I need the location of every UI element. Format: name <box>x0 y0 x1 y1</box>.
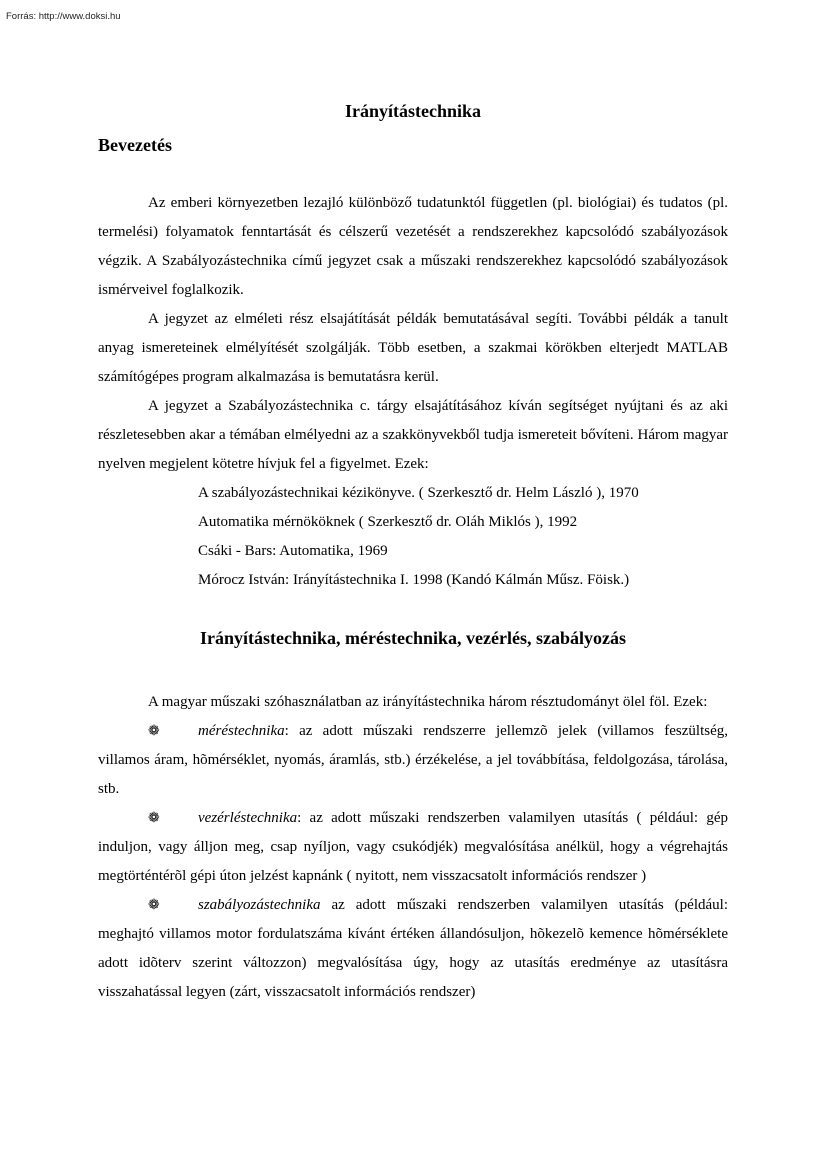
flower-bullet-icon: ❁ <box>148 724 160 739</box>
bullet-item-merestechnika <box>98 717 728 804</box>
reference-1: A szabályozástechnikai kézikönyve. ( Szerkesztő dr. Helm László ), 1970 <box>198 485 639 501</box>
intro-heading: Bevezetés <box>98 135 172 155</box>
section-body <box>98 688 728 1007</box>
bullet-text: az adott műszaki rendszerben valamilyen utasítás (például: meghajtó villamos motor fordulatszáma kívánt értéken állandósuljon, hõkezelõ kemence hõmérséklete adott idõterv szerint változzon) megvalósítása úgy, hogy az utasítás eredménye az utasításra visszahatással legyen (zárt, visszacsatolt információs rendszer) <box>98 897 728 1000</box>
bullet-term: vezérléstechnika <box>198 810 298 826</box>
source-watermark: Forrás: http://www.doksi.hu <box>6 11 121 22</box>
intro-body <box>98 189 728 595</box>
bullet-term: méréstechnika <box>198 723 285 739</box>
intro-paragraph-3: A jegyzet a Szabályozástechnika c. tárgy elsajátításához kíván segítséget nyújtani és az aki részletesebben akar a témában elmélyedni az a szakkönyvekből tudja ismereteit bővíteni. Három magyar nyelven megjelent kötetre hívjuk fel a figyelmet. Ezek: <box>98 398 728 472</box>
bullet-text: : az adott műszaki rendszerre jellemzõ jelek (villamos feszültség, villamos áram, hõmérséklet, nyomás, áramlás, stb.) érzékelése, a jel továbbítása, feldolgozása, tárolása, stb. <box>98 723 728 797</box>
bullet-text: : az adott műszaki rendszerben valamilyen utasítás ( például: gép induljon, vagy álljon meg, csap nyíljon, vagy csukódjék) megvalósítása anélkül, hogy a végrehajtás megtörténtérõl gépi úton jelzést kapnánk ( nyitott, nem visszacsatolt információs rendszer ) <box>98 810 728 884</box>
reference-4: Mórocz István: Irányítástechnika I. 1998 (Kandó Kálmán Műsz. Föisk.) <box>198 572 630 588</box>
document-title: Irányítástechnika <box>344 101 481 121</box>
bullet-item-vezerlestechnika <box>98 804 728 891</box>
section-heading: Irányítástechnika, méréstechnika, vezérlés, szabályozás <box>200 628 626 648</box>
section-lead-paragraph: A magyar műszaki szóhasználatban az irányítástechnika három résztudományt ölel föl. Ezek: <box>148 694 708 710</box>
intro-paragraph-2: A jegyzet az elméleti rész elsajátítását példák bemutatásával segíti. További példák a tanult anyag ismereteinek elmélyítését szolgálják. Több esetben, a szakmai körökben elterjedt MATLAB számítógépes program alkalmazása is bemutatásra kerül. <box>98 311 728 385</box>
flower-bullet-icon: ❁ <box>148 898 160 913</box>
intro-paragraph-1: Az emberi környezetben lezajló különböző tudatunktól független (pl. biológiai) és tudatos (pl. termelési) folyamatok fenntartását és célszerű vezetését a rendszerekhez kapcsolódó szabályozások végzik. A Szabályozástechnika című jegyzet csak a műszaki rendszerekhez kapcsolódó szabályozások ismérveivel foglalkozik. <box>98 195 728 298</box>
bullet-term: szabályozástechnika <box>198 897 321 913</box>
reference-2: Automatika mérnököknek ( Szerkesztő dr. Oláh Miklós ), 1992 <box>198 514 578 530</box>
bullet-item-szabalyozastechnika <box>98 891 728 1007</box>
reference-3: Csáki - Bars: Automatika, 1969 <box>198 543 388 559</box>
flower-bullet-icon: ❁ <box>148 811 160 826</box>
